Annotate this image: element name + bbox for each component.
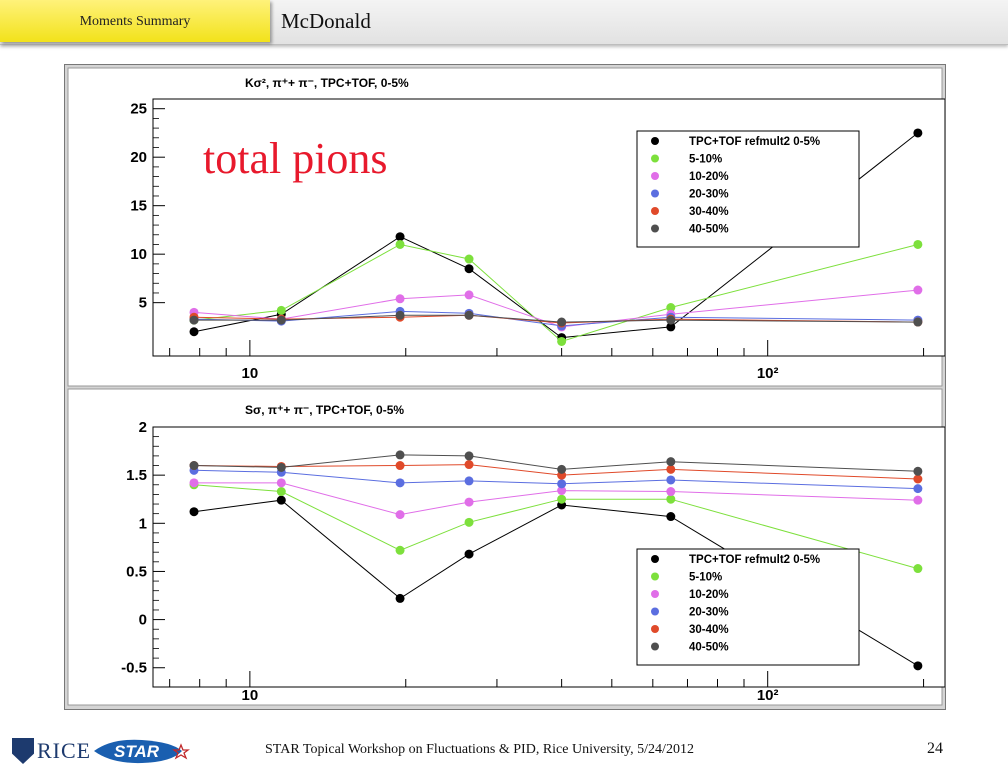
chart-title: Sσ, π⁺+ π⁻, TPC+TOF, 0-5% <box>245 403 405 417</box>
y-tick-label: 25 <box>130 100 147 118</box>
legend-marker <box>651 225 659 233</box>
x-tick-label: 10 <box>241 687 259 704</box>
data-point <box>277 478 286 487</box>
legend-marker <box>651 573 659 581</box>
data-point <box>465 460 474 469</box>
data-point <box>557 465 566 474</box>
data-point <box>465 311 474 320</box>
data-point <box>557 318 566 327</box>
y-tick-label: 2 <box>138 419 147 436</box>
data-point <box>913 661 922 670</box>
star-logo-text: STAR <box>114 742 160 761</box>
data-point <box>396 294 405 303</box>
total-pions-annotation: total pions <box>203 134 388 183</box>
data-point <box>465 518 474 527</box>
data-point <box>277 463 286 472</box>
data-point <box>396 478 405 487</box>
y-tick-label: 1 <box>138 515 147 533</box>
data-point <box>913 564 922 573</box>
legend-label: 10-20% <box>689 171 729 183</box>
data-point <box>190 507 199 516</box>
data-point <box>913 475 922 484</box>
legend-marker <box>651 625 659 633</box>
x-tick-label: 10² <box>756 365 779 382</box>
y-tick-label: 0 <box>138 611 147 629</box>
legend-marker <box>651 190 659 198</box>
legend-marker <box>651 608 659 616</box>
data-point <box>396 594 405 603</box>
rice-logo <box>12 737 91 765</box>
kappa-sigma2-chart <box>130 76 945 382</box>
s-sigma-chart <box>121 403 945 704</box>
legend-label: TPC+TOF refmult2 0-5% <box>689 554 821 566</box>
data-point <box>396 232 405 241</box>
data-point <box>396 510 405 519</box>
data-point <box>396 311 405 320</box>
y-tick-label: -0.5 <box>121 659 147 677</box>
data-point <box>190 478 199 487</box>
data-point <box>465 476 474 485</box>
data-point <box>190 461 199 470</box>
legend-label: 20-30% <box>689 606 729 619</box>
data-point <box>396 240 405 249</box>
data-point <box>666 487 675 496</box>
data-point <box>666 457 675 466</box>
data-point <box>913 496 922 505</box>
data-point <box>277 306 286 315</box>
data-point <box>666 495 675 504</box>
data-point <box>465 451 474 460</box>
chart-title: Kσ², π⁺+ π⁻, TPC+TOF, 0-5% <box>245 76 409 90</box>
legend-marker <box>651 643 659 651</box>
y-tick-label: 20 <box>130 149 147 167</box>
data-point <box>190 327 199 336</box>
y-tick-label: 0.5 <box>126 563 147 581</box>
rice-logo-text: RICE <box>37 738 92 763</box>
plot-frame <box>64 64 946 710</box>
y-tick-label: 5 <box>138 294 147 312</box>
slide-title: McDonald <box>281 9 371 33</box>
data-point <box>913 128 922 137</box>
data-point <box>396 450 405 459</box>
y-tick-label: 15 <box>130 197 147 215</box>
data-point <box>913 286 922 295</box>
legend-box <box>637 549 859 665</box>
legend-label: 10-20% <box>689 589 729 601</box>
x-tick-label: 10² <box>756 687 779 704</box>
data-point <box>277 496 286 505</box>
data-point <box>465 550 474 559</box>
legend-label: 30-40% <box>689 624 729 636</box>
legend-marker <box>651 155 659 163</box>
data-point <box>557 495 566 504</box>
data-point <box>913 484 922 493</box>
page-number: 24 <box>927 740 943 757</box>
star-logo <box>92 736 190 766</box>
legend-label: 20-30% <box>689 188 729 201</box>
y-tick-label: 10 <box>130 246 147 264</box>
legend-label: 5-10% <box>689 153 723 166</box>
data-point <box>913 318 922 327</box>
legend-marker <box>651 137 659 145</box>
legend-marker <box>651 172 659 180</box>
chart-canvas <box>65 65 945 709</box>
legend-box <box>637 131 859 247</box>
data-point <box>396 546 405 555</box>
data-point <box>465 255 474 264</box>
data-point <box>277 316 286 325</box>
y-tick-label: 1.5 <box>126 467 147 485</box>
data-point <box>913 240 922 249</box>
legend-marker <box>651 555 659 563</box>
legend-marker <box>651 207 659 215</box>
data-point <box>913 467 922 476</box>
legend-marker <box>651 590 659 598</box>
data-point <box>190 316 199 325</box>
footer-text: STAR Topical Workshop on Fluctuations & PID, Rice University, 5/24/2012 <box>265 742 694 757</box>
data-point <box>465 290 474 299</box>
data-point <box>666 475 675 484</box>
legend-label: 5-10% <box>689 571 723 584</box>
section-tag[interactable]: Moments Summary <box>0 0 270 42</box>
data-point <box>666 316 675 325</box>
data-point <box>557 337 566 346</box>
data-point <box>666 465 675 474</box>
legend-label: TPC+TOF refmult2 0-5% <box>689 136 821 148</box>
data-point <box>465 498 474 507</box>
rice-shield-icon <box>12 738 34 764</box>
legend-label: 40-50% <box>689 641 729 654</box>
legend-label: 30-40% <box>689 206 729 218</box>
data-point <box>277 487 286 496</box>
data-point <box>666 512 675 521</box>
data-point <box>465 264 474 273</box>
data-point <box>396 461 405 470</box>
x-tick-label: 10 <box>241 365 259 382</box>
data-point <box>557 479 566 488</box>
legend-label: 40-50% <box>689 223 729 236</box>
